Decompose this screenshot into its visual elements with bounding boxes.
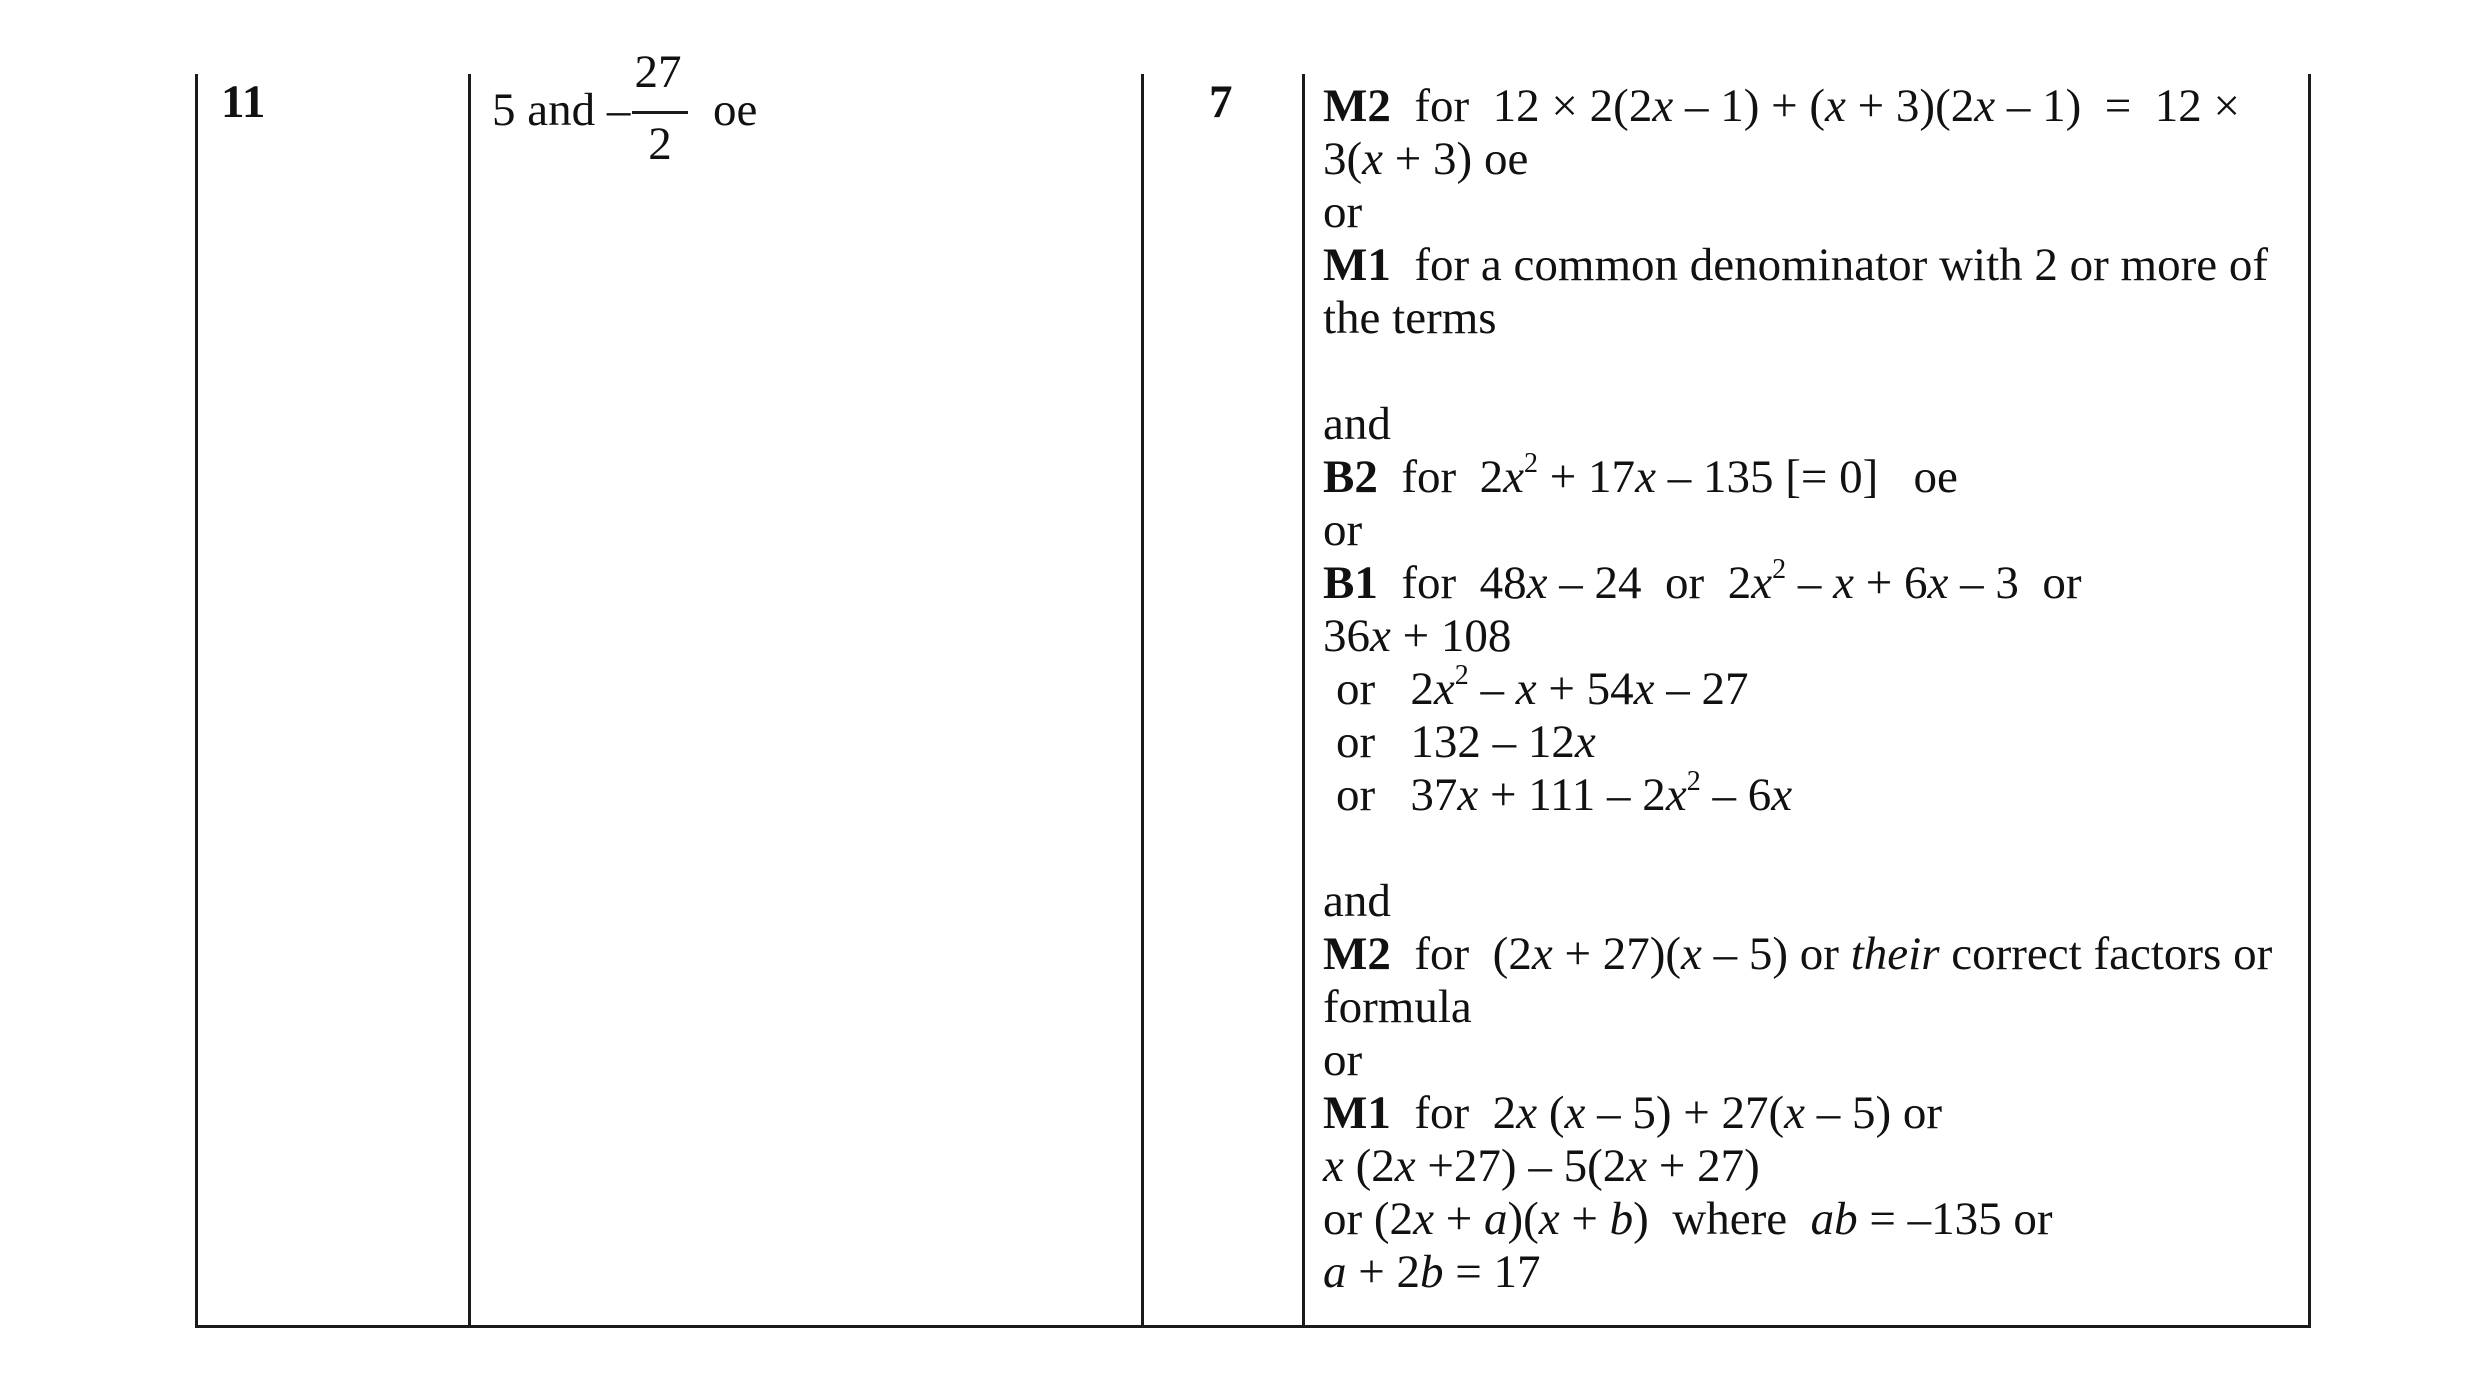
note-m2-line2: 3(x + 3) oe [1323, 133, 1529, 185]
note-m1b-line1 [1323, 1087, 1942, 1140]
note-b1-line4: or 132 – 12x [1336, 716, 1596, 768]
answer-prefix: 5 and – [492, 84, 631, 136]
b2-text: for $2x^2 + 17x - 135$ [= 0] oe [1401, 448, 1958, 503]
fraction-numerator-clip [628, 46, 688, 114]
fraction-denominator: 2 [648, 118, 672, 170]
note-b1-line5: or $37x + 111 - 2x^2 - 6x$ [1336, 766, 1793, 821]
answer-suffix: oe [713, 84, 758, 136]
column-divider-2 [1141, 74, 1144, 1327]
column-divider-3 [1302, 74, 1305, 1327]
m1-text-1: for a common denominator with 2 or more of [1414, 239, 2268, 291]
note-or-2: or [1323, 504, 1363, 556]
mark-label-m1-second: M1 [1323, 1087, 1391, 1139]
b1-text-1: for 48x – 24 or $2x^2 - x + 6x - 3$ or [1401, 554, 2082, 609]
note-m2-line1 [1323, 80, 2240, 133]
note-m1b-line4: a + 2b = 17 [1323, 1246, 1541, 1298]
question-number: 11 [221, 76, 266, 128]
note-m2b-line1 [1323, 928, 2272, 981]
note-or-3: or [1323, 1034, 1363, 1086]
m2b-text-1: for (2x + 27)(x – 5) or their correct factors or [1414, 928, 2273, 980]
fraction-numerator: 27 [634, 46, 682, 98]
note-b1-line3: or $2x^2 - x + 54x - 27$ [1336, 660, 1749, 715]
mark-label-b2: B2 [1323, 451, 1378, 503]
table-bottom-border [195, 1325, 2311, 1328]
mark-label-m1: M1 [1323, 239, 1391, 291]
m1b-text-1: for 2x (x – 5) + 27(x – 5) or [1414, 1087, 1943, 1139]
note-m1b-line2: x (2x +27) – 5(2x + 27) [1323, 1140, 1760, 1192]
note-m1b-line3: or (2x + a)(x + b) where ab = –135 or [1323, 1193, 2053, 1245]
note-b2 [1323, 448, 1958, 504]
note-and-1: and [1323, 398, 1391, 450]
note-m1-line1 [1323, 239, 2268, 292]
m2-text-1: for 12 × 2(2x – 1) + (x + 3)(2x – 1) = 12 × [1414, 80, 2241, 132]
mark-label-m2-second: M2 [1323, 928, 1391, 980]
note-m2b-line2: formula [1323, 981, 1472, 1033]
note-b1-line1 [1323, 554, 2082, 610]
note-b1-line2: 36x + 108 [1323, 610, 1512, 662]
note-or-1: or [1323, 186, 1363, 238]
table-left-border [195, 74, 198, 1327]
column-divider-1 [468, 74, 471, 1327]
table-right-border [2308, 74, 2311, 1327]
mark-label-m2: M2 [1323, 80, 1391, 132]
note-m1-line2: the terms [1323, 292, 1497, 344]
mark-label-b1: B1 [1323, 557, 1378, 609]
marks-value: 7 [1209, 76, 1233, 128]
fraction-bar [632, 111, 688, 114]
note-and-2: and [1323, 875, 1391, 927]
